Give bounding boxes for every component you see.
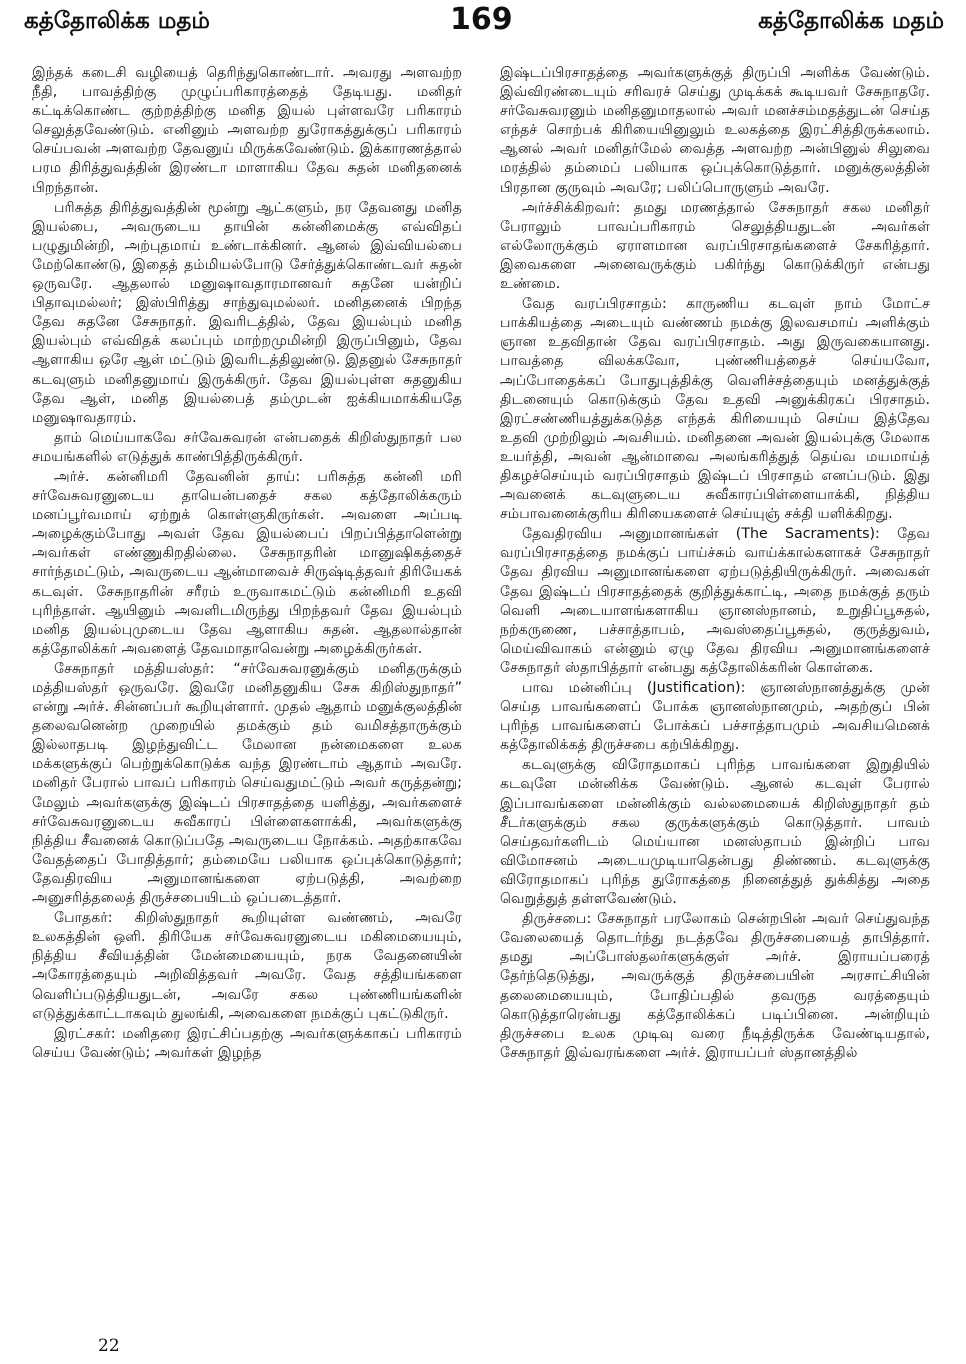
paragraph: போதகர்: கிறிஸ்துநாதர் கூறியுள்ள வண்ணம், அவரே உலகத்தின் ஒளி. திரியேக சர்வேசுவரனுடைய மகிமையையும், நித்திய சீவியத்தின் மேன்மையையும், நரக வேதனையின் அகோரத்தையும் அறிவித்தவர் அவரே. வேத சத்தியங்களை வெளிப்படுத்தியதுடன், அவரே சகல புண்ணியங்களின் எடுத்துக்காட்டாகவும் துலங்கி, அவைகளை நமக்குப் புகட்டுகிருர். [32, 910, 462, 1022]
paragraph: இந்தக் கடைசி வழியைத் தெரிந்துகொண்டார். அவரது அளவற்ற நீதி, பாவத்திற்கு முழுப்பரிகாரத்தைத் தேடியது. மனிதர் கட்டிக்கொண்ட குற்றத்திற்கு மனித இயல் புள்ளவரே பரிகாரம் செலுத்தவேண்டும். எனினும் அளவற்ற துரோகத்துக்குப் பரிகாரம் செய்பவன் அளவற்ற தேவனுய் மிருக்கவேண்டும். இக்காரணத்தால் பரம திரித்துவத்தின் இரண்டா மாளாகிய தேவ சுதன் மனிதனைக் பிறந்தான். [32, 65, 462, 196]
paragraph: பரிசுத்த திரித்துவத்தின் மூன்று ஆட்களும், நர தேவனது மனித இயல்பை, அவருடைய தாயின் கன்னிமைக்கு எவ்விதப் பழுதுமின்றி, அற்புதமாய் உண்டாக்கினர். ஆனல் இவ்வியல்பை மேற்கொண்டு, இதைத் தம்மியல்போடு சேர்த்துக்கொண்டவர் சுதன் ஒருவரே. ஆதலால் மனுஷாவதாரமானவர் சுதனே யன்றிப் பிதாவுமல்லர்; இஸ்பிரித்து சாந்துவுமல்லர். மனிதனைக் பிறந்த தேவ சுதனே சேசுநாதர். இவரிடத்தில், தேவ இயல்பும் மனித இயல்பும் எவ்விதக் கலப்பும் மாற்றமுமின்றி இருப்பினும், தேவ ஆளாகிய ஒரே ஆள் மட்டும் இவரிடத்திலுண்டு. இதனுல் சேசுநாதர் கடவுளும் மனிதனுமாய் இருக்கிருர். தேவ இயல்புள்ள சுதனுகிய தேவ ஆள், மனித இயல்பைத் தம்முடன் ஐக்கியமாக்கியதே மனுஷாவதாரம். [32, 199, 462, 426]
paragraph: அர்ச்சிக்கிறவர்: தமது மரணத்தால் சேசுநாதர் சகல மனிதர் பேராலும் பாவப்பரிகாரம் செலுத்தியதுடன் அவர்கள் எல்லோருக்கும் ஏராளமான வரப்பிரசாதங்களைச் சேகரித்தார். இவைகளை அனைவருக்கும் பகிர்ந்து கொடுக்கிருர் என்பது உண்மை. [500, 199, 930, 293]
paragraph: தேவதிரவிய அனுமானங்கள் (The Sacraments): தேவ வரப்பிரசாதத்தை நமக்குப் பாய்ச்சும் வாய்க்கால்களாகச் சேசுநாதர் தேவ திரவிய அனுமானங்களை ஏற்படுத்தியிருக்கிருர். அவைகள் தேவ இஷ்டப் பிரசாதத்தைக் குறித்துக்காட்டி, அதை நமக்குத் தரும் வெளி அடையாளங்களாகிய ஞானஸ்நானம், உறுதிப்பூசுதல், நற்கருணை, பச்சாத்தாபம், அவஸ்தைப்பூசுதல், குருத்துவம், மெய்விவாகம் என்னும் ஏழு தேவ திரவிய அனுமானங்களைச் சேசுநாதர் ஸ்தாபித்தார் என்பது கத்தோலிக்கரின் கொள்கை. [500, 526, 930, 676]
paragraph: அர்ச். கன்னிமரி தேவனின் தாய்: பரிசுத்த கன்னி மரி சர்வேசுவரனுடைய தாயென்பதைச் சகல கத்தோலிக்கரும் மனப்பூர்வமாய் ஏற்றுக் கொள்ளுகிருர்கள். அவளை அப்படி அழைக்கும்போது அவள் தேவ இயல்பைப் பிறப்பித்தாளென்று அவர்கள் எண்ணுகிறதில்லை. சேசுநாதரின் மானுஷிகத்தைச் சார்ந்தமட்டும், அவருடைய ஆன்மாவைச் சிருஷ்டித்தவர் திரியேகக் கடவுள். சேசுநாதரின் சரீரம் உருவாகமட்டும் கன்னிமரி உதவி புரிந்தாள். ஆயினும் அவளிடமிருந்து பிறந்தவர் தேவ இயல்பும் மனித இயல்புமுடைய தேவ ஆளாகிய சுதன். ஆதலால்தான் கத்தோலிக்கர் அவளைத் தேவமாதாவென்று அழைக்கிருர்கள். [32, 468, 462, 657]
page-number: 169 [450, 2, 513, 37]
paragraph: இஷ்டப்பிரசாதத்தை அவர்களுக்குத் திருப்பி அளிக்க வேண்டும். இவ்விரண்டையும் சரிவரச் செய்து முடிக்கக் கூடியவர் சேசுநாதரே. சர்வேசுவரனும் மனிதனுமாதலால் அவர் மனச்சம்மதத்துடன் செய்த எந்தச் சொற்பக் கிரியையினுலும் உலகத்தை இரட்சித்திருக்கலாம். ஆனல் அவர் மனிதர்மேல் வைத்த அளவற்ற அன்பினுல் சிலுவை மரத்தில் தம்மைப் பலியாக ஒப்புக்கொடுத்தார். மனுக்குலத்தின் பிரதான குருவும் அவரே; பலிப்பொருளும் அவரே. [500, 65, 930, 196]
paragraph: தாம் மெய்யாகவே சர்வேசுவரன் என்பதைக் கிறிஸ்துநாதர் பல சமயங்களில் எடுத்துக் காண்பித்திருக்கிருர். [32, 429, 462, 465]
paragraph: திருச்சபை: சேசுநாதர் பரலோகம் சென்றபின் அவர் செய்துவந்த வேலையைத் தொடர்ந்து நடத்தவே திருச்சபையைத் தாபித்தார். தமது அப்போஸ்தலர்களுக்குள் அர்ச். இராயப்பரைத் தேர்ந்தெடுத்து, அவருக்குத் திருச்சபையின் அரசாட்சியின் தலைமையையும், போதிப்பதில் தவருத வரத்தையும் கொடுத்தாரென்பது கத்தோலிக்கப் படிப்பினை. அன்றியும் திருச்சபை உலக முடிவு வரை நீடித்திருக்க வேண்டியதால், சேசுநாதர் இவ்வரங்களை அர்ச். இராயப்பர் ஸ்தானத்தில் [500, 911, 930, 1061]
running-title-left: கத்தோலிக்க மதம் [24, 8, 210, 34]
right-column [500, 64, 930, 1064]
paragraph: கடவுளுக்கு விரோதமாகப் புரிந்த பாவங்களை இறுதியில் கடவுளே மன்னிக்க வேண்டும். ஆனல் கடவுள் பேரால் இப்பாவங்களை மன்னிக்கும் வல்லமையைக் கிறிஸ்துநாதர் தம் சீடர்களுக்கும் சகல குருக்களுக்கும் கொடுத்தார். பாவம் செய்தவர்களிடம் மெய்யான மனஸ்தாபம் இன்றிப் பாவ விமோசனம் அடையமுடியாதென்பது திண்ணம். கடவுளுக்கு விரோதமாகப் புரிந்த துரோகத்தை நினைத்துத் துக்கித்து அதை வெறுத்துத் தள்ளவேண்டும். [500, 757, 930, 908]
paragraph: பாவ மன்னிப்பு (Justification): ஞானஸ்நானத்துக்கு முன் செய்த பாவங்களைப் போக்க ஞானஸ்நானமும், அதற்குப் பின் புரிந்த பாவங்களைப் போக்கப் பச்சாத்தாபமும் அவசியமெனக் கத்தோலிக்கத் திருச்சபை கற்பிக்கிறது. [500, 680, 930, 754]
paragraph: வேத வரப்பிரசாதம்: காருணிய கடவுள் நாம் மோட்ச பாக்கியத்தை அடையும் வண்ணம் நமக்கு இலவசமாய் அளிக்கும் ஞான உதவிதான் தேவ வரப்பிரசாதம். அது இருவகையானது. பாவத்தை விலக்கவோ, புண்ணியத்தைச் செய்யவோ, அப்போதைக்கப் போதுபுத்திக்கு வெளிச்சத்தையும் மனத்துக்குத் திடனையும் கொடுக்கும் தேவ உதவி அனுக்கிரகப் பிரசாதம். இரட்சண்ணியத்துக்கடுத்த எந்தக் கிரியையும் செய்ய இத்தேவ உதவி முற்றிலும் அவசியம். மனிதனை அவன் இயல்புக்கு மேலாக உயர்த்தி, அவன் ஆன்மாவை அலங்கரித்துத் தெய்வ மயமாய்த் திகழச்செய்யும் வரப்பிரசாதம் இஷ்டப் பிரசாதம் எனப்படும். இது அவனைக் கடவுளுடைய சுவீகாரப்பிள்ளையாக்கி, நித்திய சம்பாவனைக்குரிய கிரியைகளைச் செய்யுஞ் சக்தி யளிக்கிறது. [500, 296, 930, 523]
running-title-right: கத்தோலிக்க மதம் [758, 8, 944, 34]
footer-page-label: 22 [98, 1336, 120, 1356]
paragraph: சேசுநாதர் மத்தியஸ்தர்: “சர்வேசுவரனுக்கும் மனிதருக்கும் மத்தியஸ்தர் ஒருவரே. இவரே மனிதனுகிய சேசு கிறிஸ்துநாதர்” என்று அர்ச். சின்னப்பர் கூறியுள்ளார். முதல் ஆதாம் மனுக்குலத்தின் தலைவனென்ற முறையில் தமக்கும் தம் வமிசத்தாருக்கும் இல்லாதபடி இழந்துவிட்ட மேலான நன்மைகளை உலக மக்களுக்குப் பெற்றுக்கொடுக்க வந்த இரண்டாம் ஆதாம் அவரே. மனிதர் பேரால் பாவப் பரிகாரம் செய்வதுமட்டும் அவர் கருத்தன்று; மேலும் அவர்களுக்கு இஷ்டப் பிரசாதத்தை யளித்து, அவர்களைச் சர்வேசுவரனுடைய சுவீகாரப் பிள்ளைகளாக்கி, அவர்களுக்கு நித்திய சீவனைக் கொடுப்பதே அவருடைய நோக்கம். அதற்காகவே வேதத்தைப் போதித்தார்; தம்மையே பலியாக ஒப்புக்கொடுத்தார்; தேவதிரவிய அனுமானங்களை ஏற்படுத்தி, அவற்றை அனுசரித்தலைத் திருச்சபையிடம் ஒப்படைத்தார். [32, 660, 462, 907]
paragraph: இரட்சகர்: மனிதரை இரட்சிப்பதற்கு அவர்களுக்காகப் பரிகாரம் செய்ய வேண்டும்; அவர்கள் இழந்த [32, 1025, 462, 1061]
left-column [32, 64, 462, 1064]
page-header [0, 0, 966, 50]
